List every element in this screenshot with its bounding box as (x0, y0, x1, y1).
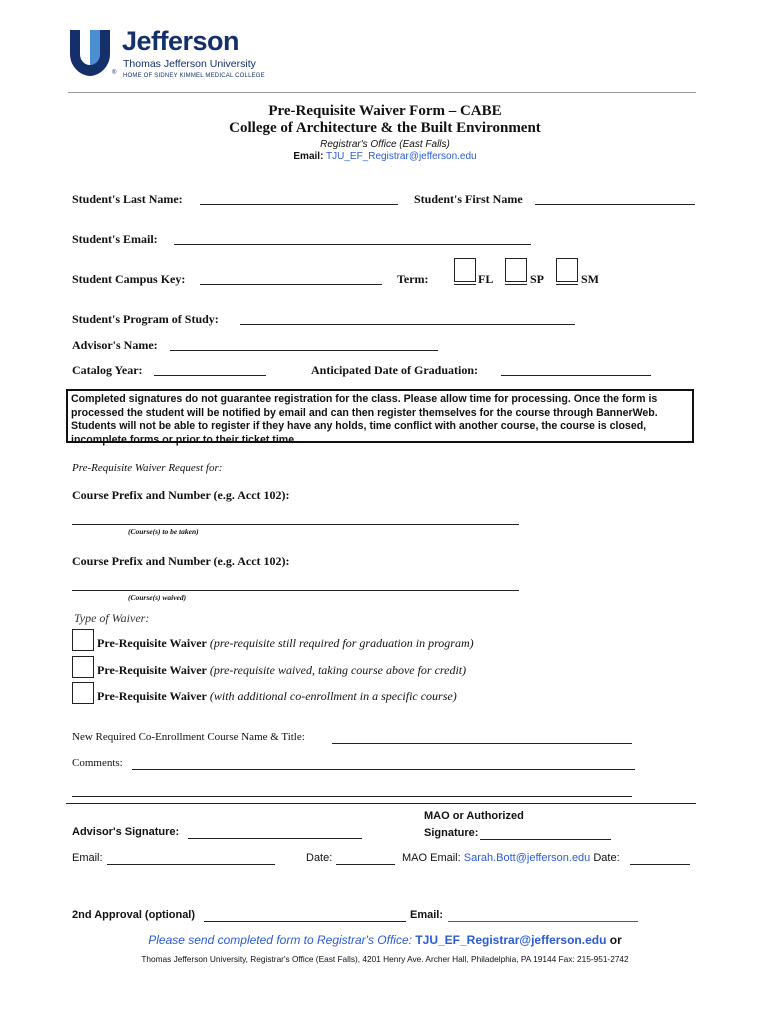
student-email-label: Student's Email: (72, 232, 158, 246)
course-taken-field[interactable] (72, 512, 519, 525)
course-caption-2: (Course(s) waived) (128, 593, 187, 602)
term-fl-label: FL (478, 272, 494, 286)
jefferson-logo (68, 28, 268, 84)
registrar-email-row (0, 151, 770, 162)
course-label-1: Course Prefix and Number (e.g. Acct 102): (72, 488, 290, 502)
waiver-option-2-checkbox[interactable] (72, 656, 94, 678)
advisor-signature-field[interactable] (188, 826, 362, 839)
send-email-link[interactable]: TJU_EF_Registrar@jefferson.edu (415, 933, 607, 947)
send-text: Please send completed form to Registrar's Office: (148, 933, 412, 947)
last-name-field[interactable] (200, 192, 398, 205)
footer-address: Thomas Jefferson University, Registrar's Office (East Falls), 4201 Henry Ave. Archer Hall, Philadelphia, PA 19144 Fax: 215-951-2742 (141, 954, 629, 964)
mao-date-field[interactable] (630, 852, 690, 865)
second-approval-field[interactable] (204, 909, 406, 922)
advisor-email-label: Email: (72, 852, 103, 864)
signature-divider (66, 803, 696, 804)
mao-email-label: MAO Email: (402, 852, 461, 864)
first-name-field[interactable] (535, 192, 695, 205)
term-sm-line (556, 272, 578, 285)
request-intro: Pre-Requisite Waiver Request for: (72, 462, 223, 474)
waiver-option-3-note: (with additional co-enrollment in a specific course) (209, 689, 457, 703)
waiver-option-1 (97, 636, 474, 651)
waiver-option-2-note: (pre-requisite waived, taking course above for credit) (209, 663, 467, 677)
send-or: or (609, 933, 622, 947)
second-email-label: Email: (410, 909, 444, 921)
catalog-year-label: Catalog Year: (72, 363, 143, 377)
term-sm-label: SM (581, 272, 599, 286)
comments-field-2[interactable] (72, 784, 632, 797)
catalog-year-field[interactable] (154, 363, 266, 376)
advisor-date-label: Date: (306, 852, 333, 864)
course-waived-field[interactable] (72, 578, 519, 591)
form-title: Pre-Requisite Waiver Form – CABE (268, 103, 502, 119)
notice-box: Completed signatures do not guarantee registration for the class. Please allow time for processing. Once the form is processed the student will be notified by email and can then register themselves for the course through BannerWeb. Students will not be able to register if they have any holds, time conflict with another course, the course is closed, incomplete forms or prior to their ticket time. (66, 389, 694, 443)
mao-date-label: Date: (593, 852, 620, 864)
waiver-option-1-name: Pre-Requisite Waiver (97, 636, 207, 650)
coenroll-label: New Required Co-Enrollment Course Name & Title: (72, 731, 305, 743)
shield-icon (68, 28, 112, 78)
mao-label-line1: MAO or Authorized (424, 810, 524, 822)
waiver-option-3-checkbox[interactable] (72, 682, 94, 704)
campus-key-label: Student Campus Key: (72, 272, 186, 286)
coenroll-field[interactable] (332, 731, 632, 744)
term-label: Term: (397, 272, 429, 286)
campus-key-field[interactable] (200, 272, 382, 285)
course-caption-1: (Course(s) to be taken) (128, 527, 199, 536)
advisor-name-label: Advisor's Name: (72, 338, 158, 352)
second-approval-label: 2nd Approval (optional) (72, 909, 196, 921)
waiver-option-2 (97, 663, 466, 678)
mao-email-row (402, 852, 620, 864)
registered-mark: ® (112, 70, 117, 76)
university-name: Thomas Jefferson University (123, 58, 256, 70)
waiver-option-2-name: Pre-Requisite Waiver (97, 663, 207, 677)
term-sp-label: SP (530, 272, 545, 286)
mao-label-line2: Signature: (424, 827, 479, 839)
form-subtitle: College of Architecture & the Built Environment (229, 120, 541, 136)
second-email-field[interactable] (448, 909, 638, 922)
mao-email-link[interactable]: Sarah.Bott@jefferson.edu (463, 852, 591, 864)
waiver-type-label: Type of Waiver: (74, 611, 150, 625)
registrar-office: Registrar's Office (East Falls) (320, 139, 450, 150)
header-divider (68, 92, 696, 93)
mao-signature-field[interactable] (480, 827, 611, 840)
last-name-label: Student's Last Name: (72, 192, 183, 206)
course-label-2: Course Prefix and Number (e.g. Acct 102): (72, 554, 290, 568)
waiver-option-3-name: Pre-Requisite Waiver (97, 689, 207, 703)
waiver-option-3 (97, 689, 457, 704)
send-instructions (0, 933, 770, 947)
registrar-email-link[interactable]: TJU_EF_Registrar@jefferson.edu (326, 151, 477, 162)
advisor-email-field[interactable] (107, 852, 275, 865)
graduation-field[interactable] (501, 363, 651, 376)
advisor-name-field[interactable] (170, 338, 438, 351)
waiver-option-1-note: (pre-requisite still required for graduation in program) (209, 636, 474, 650)
comments-field-1[interactable] (132, 757, 635, 770)
program-label: Student's Program of Study: (72, 312, 219, 326)
comments-label: Comments: (72, 757, 123, 769)
student-email-field[interactable] (174, 232, 531, 245)
advisor-signature-label: Advisor's Signature: (72, 826, 180, 838)
waiver-option-1-checkbox[interactable] (72, 629, 94, 651)
term-sp-line (505, 272, 527, 285)
brand-name: Jefferson (122, 26, 240, 56)
graduation-label: Anticipated Date of Graduation: (311, 363, 478, 377)
advisor-date-field[interactable] (336, 852, 395, 865)
program-field[interactable] (240, 312, 575, 325)
tagline: HOME OF SIDNEY KIMMEL MEDICAL COLLEGE (123, 73, 265, 79)
term-fl-line (454, 272, 476, 285)
email-label: Email: (293, 151, 324, 162)
first-name-label: Student's First Name (414, 192, 523, 206)
